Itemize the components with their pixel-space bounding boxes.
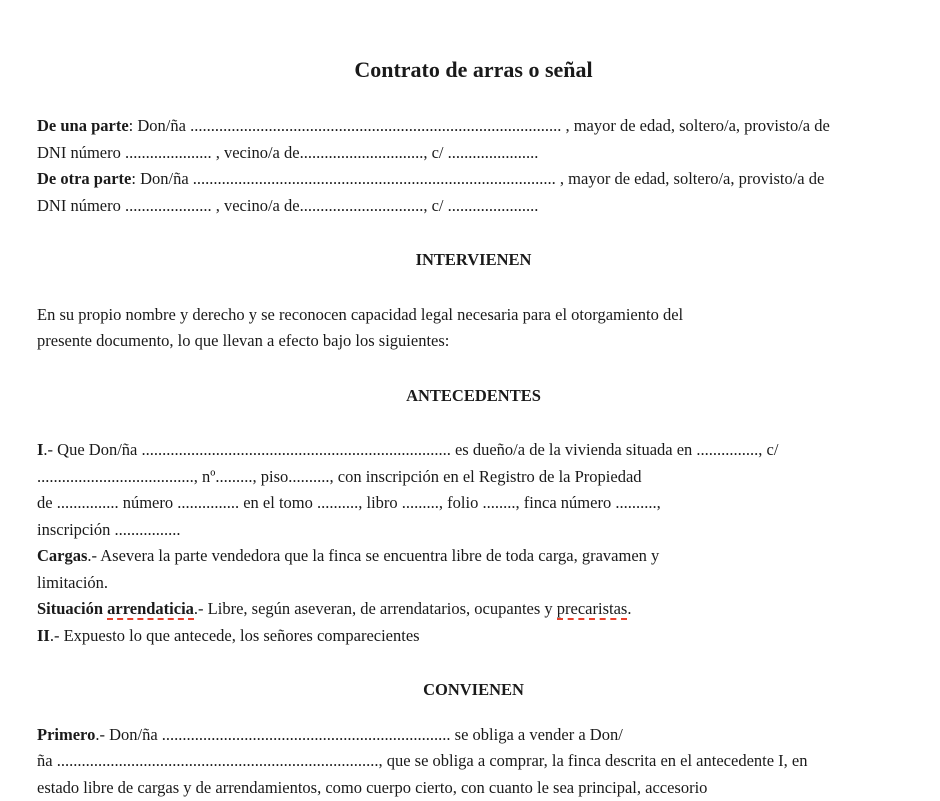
situacion-misspelled-word: precaristas (557, 599, 628, 620)
antecedente-one-line2: ......................................, nº........., piso.........., con inscripción en el Registro de la Propiedad (37, 464, 910, 491)
cargas-label: Cargas (37, 546, 87, 565)
antecedente-one-line1 (37, 437, 910, 464)
spacer (37, 219, 910, 247)
party-one-intro-line (37, 113, 910, 140)
heading-antecedentes: ANTECEDENTES (37, 383, 910, 410)
antecedente-one-text: .- Que Don/ña ........................................................................... es dueño/a de la vivienda situada en ..............., c/ (43, 440, 778, 459)
antecedente-two-numeral: II (37, 626, 50, 645)
intervienen-paragraph-line1: En su propio nombre y derecho y se reconocen capacidad legal necesaria para el otorgamiento del (37, 302, 910, 329)
clausula-primero-line3: estado libre de cargas y de arrendamientos, como cuerpo cierto, con cuanto le sea principal, accesorio (37, 775, 910, 801)
spacer (37, 704, 910, 722)
party-two-dni-line: DNI número ..................... , vecino/a de.............................., c/ ...................... (37, 193, 910, 220)
spacer (37, 355, 910, 383)
party-two-intro-line (37, 166, 910, 193)
party-one-dni-line: DNI número ..................... , vecino/a de.............................., c/ ...................... (37, 140, 910, 167)
heading-convienen: CONVIENEN (37, 677, 910, 704)
situacion-text-end: . (627, 599, 631, 618)
clausula-primero-label: Primero (37, 725, 95, 744)
spacer (37, 409, 910, 437)
clausula-primero-line1 (37, 722, 910, 749)
intervienen-paragraph-line2: presente documento, lo que llevan a efecto bajo los siguientes: (37, 328, 910, 355)
spacer (37, 274, 910, 302)
spacer (37, 85, 910, 113)
antecedente-one-line4: inscripción ................ (37, 517, 910, 544)
antecedente-two-line (37, 623, 910, 650)
situacion-label-misspelled-word: arrendaticia (107, 599, 194, 620)
cargas-line2: limitación. (37, 570, 910, 597)
clausula-primero-line2: ña .............................................................................., que se obliga a comprar, la finca descrita en el antecedente I, en (37, 748, 910, 775)
cargas-line1 (37, 543, 910, 570)
party-one-text: : Don/ña .......................................................................................... , mayor de edad, soltero/a, provisto/a de (129, 116, 830, 135)
antecedente-one-line3: de ............... número ............... en el tomo .........., libro ........., folio ........, finca número .........., (37, 490, 910, 517)
party-one-label: De una parte (37, 116, 129, 135)
situacion-arrendaticia-line (37, 596, 910, 623)
antecedente-one-numeral: I (37, 440, 43, 459)
spacer (37, 649, 910, 677)
situacion-label: Situación (37, 599, 107, 618)
cargas-text: .- Asevera la parte vendedora que la finca se encuentra libre de toda carga, gravamen y (87, 546, 659, 565)
party-two-label: De otra parte (37, 169, 131, 188)
clausula-primero-text: .- Don/ña ...................................................................... se obliga a vender a Don/ (95, 725, 622, 744)
antecedente-two-text: .- Expuesto lo que antecede, los señores comparecientes (50, 626, 420, 645)
party-two-text: : Don/ña ........................................................................................ , mayor de edad, soltero/a, provisto/a de (131, 169, 824, 188)
document-title: Contrato de arras o señal (37, 55, 910, 85)
heading-intervienen: INTERVIENEN (37, 247, 910, 274)
situacion-text: .- Libre, según aseveran, de arrendatarios, ocupantes y (194, 599, 557, 618)
